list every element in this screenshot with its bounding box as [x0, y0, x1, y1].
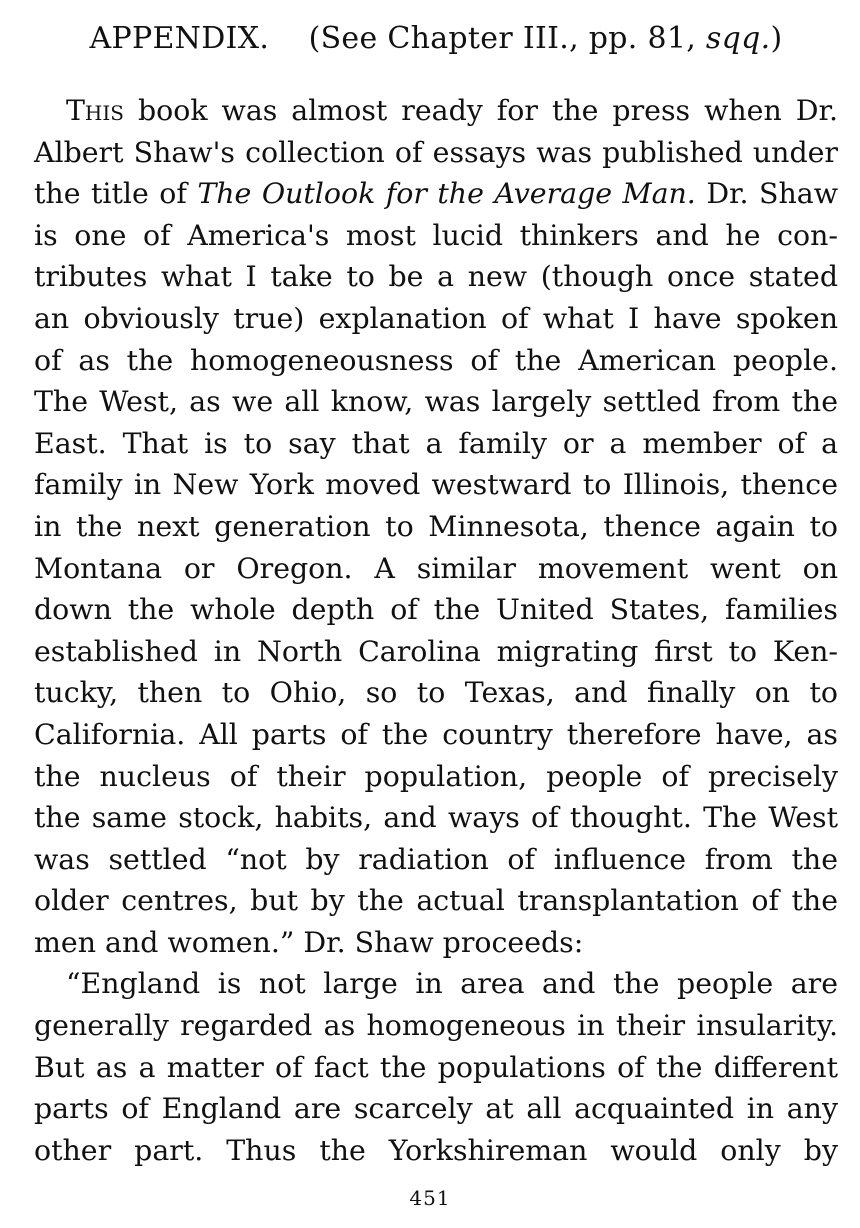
text-line: parts of England are scarcely at all acquainted in any [34, 1092, 838, 1126]
text-line: was settled “not by radiation of influence from the [34, 842, 838, 876]
book-page [34, 18, 838, 1171]
page-number: 451 [409, 1186, 451, 1210]
book-title: The Outlook for the Average Man. [197, 177, 696, 211]
text-line: Montana or Oregon. A similar movement went on [34, 551, 838, 585]
text-line: other part. Thus the Yorkshireman would only by [34, 1133, 838, 1167]
text-line: tributes what I take to be a new (though once stated [34, 260, 838, 294]
appendix-title: APPENDIX. [89, 21, 270, 56]
body-paragraph-2 [34, 963, 838, 1171]
text-line: men and women.” Dr. Shaw proceeds: [34, 925, 584, 959]
text-line: established in North Carolina migrating first to Ken- [34, 634, 838, 668]
chapter-reference: (See Chapter III., pp. 81, sqq.) [308, 21, 783, 56]
text-line: family in New York moved westward to Illinois, thence [34, 468, 838, 502]
body-paragraph-1 [34, 90, 838, 963]
text-line: “England is not large in area and the people are [66, 967, 838, 1001]
text-line: But as a matter of fact the populations of the different [34, 1050, 838, 1084]
text-line: Albert Shaw's collection of essays was published under [34, 135, 838, 169]
text-line: generally regarded as homogeneous in their insularity. [34, 1009, 838, 1043]
text-line: is one of America's most lucid thinkers and he con- [34, 218, 838, 252]
appendix-heading [34, 18, 838, 60]
text-line: an obviously true) explanation of what I have spoken [34, 301, 838, 335]
text-line: of as the homogeneousness of the American people. [34, 343, 838, 377]
sqq-abbreviation: sqq. [705, 21, 771, 56]
text-line: This book was almost ready for the press when Dr. [66, 94, 838, 127]
text-line: the title of The Outlook for the Average Man. Dr. Shaw [34, 177, 839, 211]
text-line: the same stock, habits, and ways of thought. The West [34, 801, 838, 835]
text-line: older centres, but by the actual transplantation of the [34, 884, 838, 918]
text-line: California. All parts of the country therefore have, as [34, 717, 838, 751]
text-line: in the next generation to Minnesota, thence again to [34, 509, 838, 543]
text-line: tucky, then to Ohio, so to Texas, and finally on to [34, 676, 838, 710]
text-line: the nucleus of their population, people of precisely [34, 759, 838, 793]
text-line: The West, as we all know, was largely settled from the [34, 385, 838, 419]
text-line: down the whole depth of the United States, families [34, 593, 838, 627]
text-line: East. That is to say that a family or a member of a [34, 426, 838, 460]
drop-word: This [66, 94, 124, 127]
